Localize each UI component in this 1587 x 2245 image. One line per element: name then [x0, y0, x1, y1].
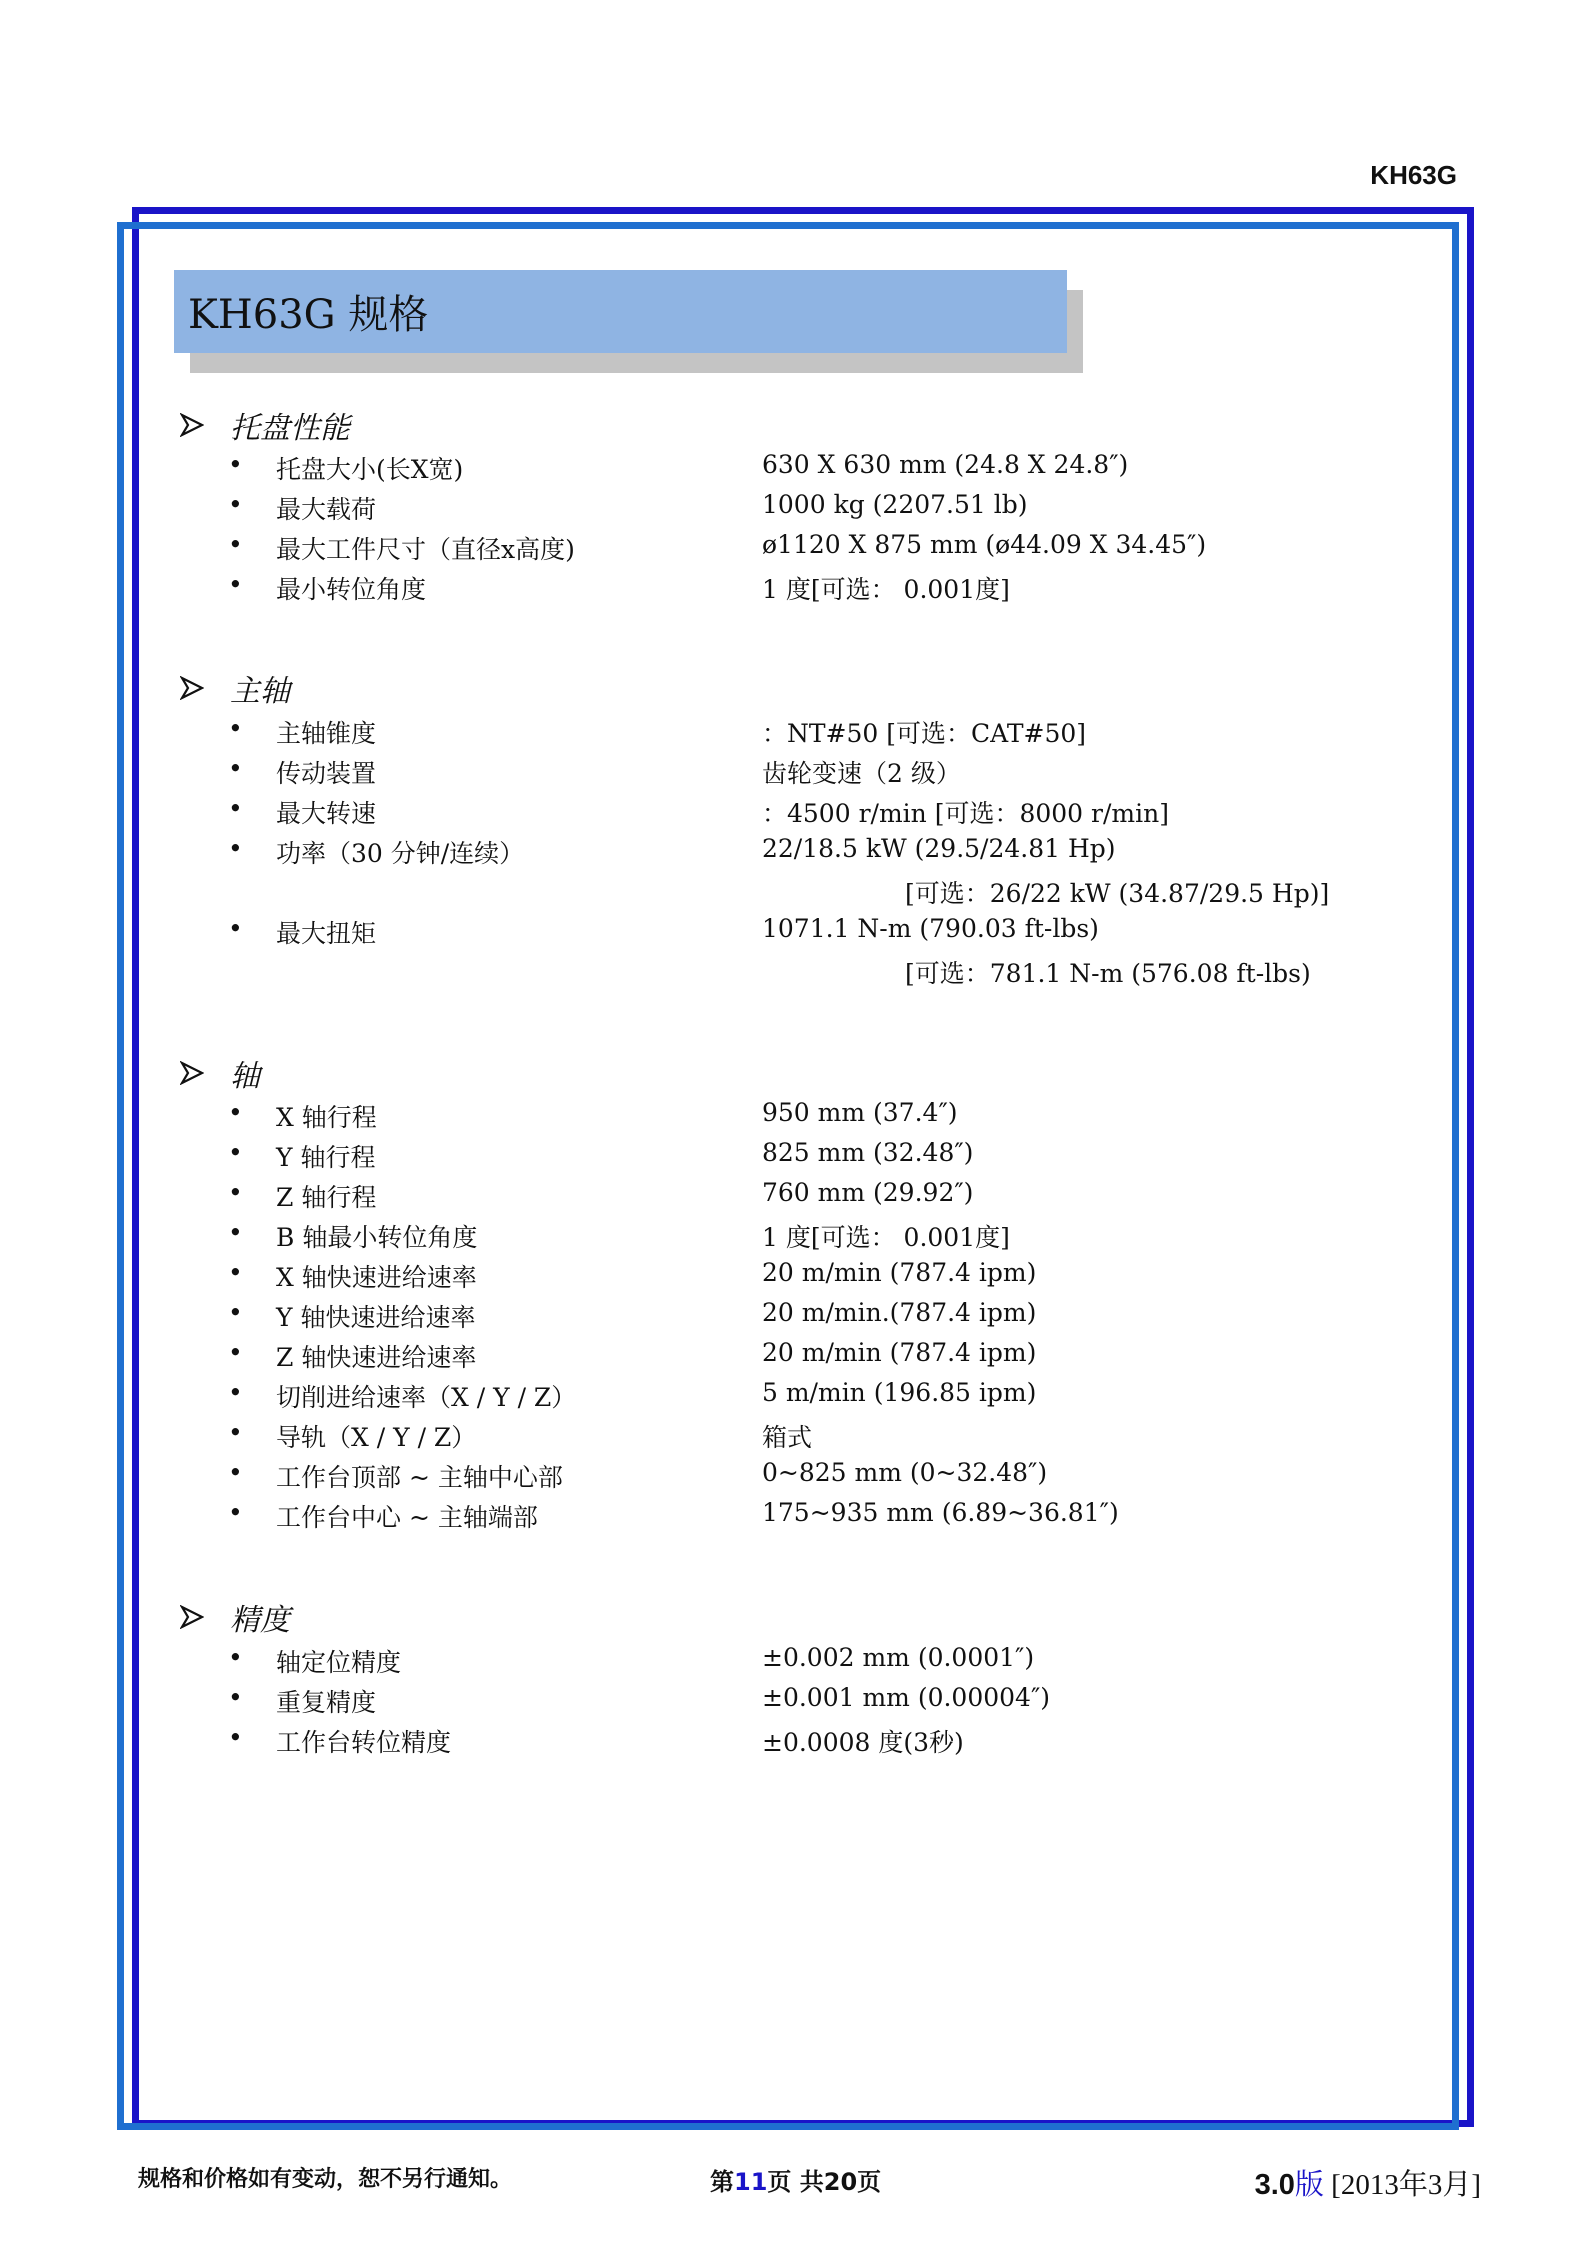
- spec-value: 175~935 mm (6.89~36.81″): [762, 1498, 1119, 1527]
- spec-row: [0, 794, 1587, 830]
- spec-row: [0, 1218, 1587, 1254]
- spec-row: [0, 530, 1587, 566]
- spec-label: X 轴行程: [276, 1103, 377, 1132]
- spec-value: 950 mm (37.4″): [762, 1098, 958, 1127]
- spec-row-continued: [0, 874, 1587, 910]
- spec-label: Y 轴快速进给速率: [276, 1303, 476, 1332]
- bullet-icon: •: [228, 754, 243, 783]
- version-char: 版: [1294, 2169, 1324, 2201]
- spec-value: 箱式: [762, 1423, 813, 1452]
- page-number: [710, 2162, 881, 2197]
- spec-value: 1 度[可选： 0.001度]: [762, 1223, 1010, 1252]
- section-heading-pallet: [180, 405, 350, 445]
- bullet-icon: •: [228, 1683, 243, 1712]
- bullet-icon: •: [228, 570, 243, 599]
- section-heading-axes: [180, 1053, 260, 1093]
- spec-label: Z 轴行程: [276, 1183, 377, 1212]
- arrow-bullet-icon: [180, 1605, 204, 1629]
- current-page: 11: [734, 2168, 768, 2196]
- bullet-icon: •: [228, 1298, 243, 1327]
- model-tag: KH63G: [1370, 160, 1457, 190]
- spec-row: [0, 1378, 1587, 1414]
- spec-row: [0, 914, 1587, 950]
- spec-value: 20 m/min.(787.4 ipm): [762, 1298, 1037, 1327]
- spec-value: 1071.1 N-m (790.03 ft-lbs): [762, 914, 1099, 943]
- spec-value-option: [可选：26/22 kW (34.87/29.5 Hp)]: [905, 879, 1330, 908]
- page-suffix: 页: [857, 2168, 882, 2196]
- bullet-icon: •: [228, 1098, 243, 1127]
- spec-label: 导轨（X / Y / Z）: [276, 1423, 477, 1452]
- spec-label: 重复精度: [276, 1688, 377, 1717]
- version-info: [1255, 2162, 1481, 2203]
- arrow-bullet-icon: [180, 413, 204, 437]
- spec-row: [0, 1683, 1587, 1719]
- bullet-icon: •: [228, 794, 243, 823]
- spec-row: [0, 1178, 1587, 1214]
- bullet-icon: •: [228, 490, 243, 519]
- section-heading-accuracy: [180, 1597, 290, 1637]
- spec-row: [0, 754, 1587, 790]
- bullet-icon: •: [228, 1138, 243, 1167]
- spec-value: ±0.001 mm (0.00004″): [762, 1683, 1051, 1712]
- bullet-icon: •: [228, 914, 243, 943]
- spec-row: [0, 1138, 1587, 1174]
- spec-label: 工作台转位精度: [276, 1728, 452, 1757]
- bullet-icon: •: [228, 1258, 243, 1287]
- spec-row: [0, 1338, 1587, 1374]
- page-title: KH63G 规格: [174, 270, 1067, 353]
- bullet-icon: •: [228, 1338, 243, 1367]
- spec-value: 1000 kg (2207.51 lb): [762, 490, 1028, 519]
- page-mid: 页 共: [767, 2168, 824, 2196]
- bullet-icon: •: [228, 1643, 243, 1672]
- spec-row: [0, 1458, 1587, 1494]
- spec-label: 最大扭矩: [276, 919, 377, 948]
- spec-value: 630 X 630 mm (24.8 X 24.8″): [762, 450, 1129, 479]
- spec-label: 托盘大小(长X宽): [276, 455, 464, 484]
- spec-value-option: [可选：781.1 N-m (576.08 ft-lbs): [905, 959, 1311, 988]
- spec-row: [0, 1418, 1587, 1454]
- bullet-icon: •: [228, 1378, 243, 1407]
- spec-row: [0, 490, 1587, 526]
- bullet-icon: •: [228, 450, 243, 479]
- bullet-icon: •: [228, 1458, 243, 1487]
- bullet-icon: •: [228, 1418, 243, 1447]
- spec-value: ±0.0008 度(3秒): [762, 1728, 964, 1757]
- bullet-icon: •: [228, 714, 243, 743]
- arrow-bullet-icon: [180, 1061, 204, 1085]
- spec-row: [0, 450, 1587, 486]
- arrow-bullet-icon: [180, 676, 204, 700]
- spec-value: 1 度[可选： 0.001度]: [762, 575, 1010, 604]
- total-pages: 20: [823, 2168, 858, 2196]
- spec-row: [0, 1498, 1587, 1534]
- bullet-icon: •: [228, 1723, 243, 1752]
- spec-value: 齿轮变速（2 级）: [762, 759, 961, 788]
- spec-label: 主轴锥度: [276, 719, 377, 748]
- spec-label: 功率（30 分钟/连续）: [276, 839, 525, 868]
- spec-row: [0, 1098, 1587, 1134]
- bullet-icon: •: [228, 1498, 243, 1527]
- bullet-icon: •: [228, 834, 243, 863]
- spec-label: 轴定位精度: [276, 1648, 402, 1677]
- spec-value: 20 m/min (787.4 ipm): [762, 1338, 1037, 1367]
- section-heading-text: 主轴: [230, 674, 290, 709]
- spec-row: [0, 1643, 1587, 1679]
- spec-label: 工作台中心 ~ 主轴端部: [276, 1503, 538, 1532]
- spec-value: ：NT#50 [可选：CAT#50]: [762, 719, 1087, 748]
- spec-row: [0, 1723, 1587, 1759]
- spec-label: X 轴快速进给速率: [276, 1263, 477, 1292]
- spec-value: ø1120 X 875 mm (ø44.09 X 34.45″): [762, 530, 1207, 559]
- spec-label: Y 轴行程: [276, 1143, 376, 1172]
- spec-row: [0, 714, 1587, 750]
- version-number: 3.0: [1254, 2169, 1295, 2201]
- spec-label: 最大转速: [276, 799, 377, 828]
- bullet-icon: •: [228, 1178, 243, 1207]
- section-heading-text: 托盘性能: [230, 411, 350, 446]
- bullet-icon: •: [228, 530, 243, 559]
- spec-label: 最大工件尺寸（直径x高度): [276, 535, 575, 564]
- footer-disclaimer: 规格和价格如有变动，恕不另行通知。: [138, 2167, 513, 2192]
- section-heading-text: 轴: [230, 1059, 260, 1094]
- spec-label: 切削进给速率（X / Y / Z）: [276, 1383, 577, 1412]
- spec-value: 20 m/min (787.4 ipm): [762, 1258, 1037, 1287]
- spec-value: 825 mm (32.48″): [762, 1138, 974, 1167]
- spec-label: 传动装置: [276, 759, 377, 788]
- spec-value: 22/18.5 kW (29.5/24.81 Hp): [762, 834, 1116, 863]
- version-date: [2013年3月]: [1331, 2169, 1481, 2201]
- spec-value: ：4500 r/min [可选：8000 r/min]: [762, 799, 1169, 828]
- spec-label: Z 轴快速进给速率: [276, 1343, 477, 1372]
- spec-label: 工作台顶部 ~ 主轴中心部: [276, 1463, 563, 1492]
- spec-row: [0, 570, 1587, 606]
- bullet-icon: •: [228, 1218, 243, 1247]
- spec-row-continued: [0, 954, 1587, 990]
- spec-row: [0, 834, 1587, 870]
- spec-value: 760 mm (29.92″): [762, 1178, 974, 1207]
- spec-label: B 轴最小转位角度: [276, 1223, 478, 1252]
- spec-value: 0~825 mm (0~32.48″): [762, 1458, 1048, 1487]
- section-heading-text: 精度: [230, 1603, 290, 1638]
- spec-row: [0, 1298, 1587, 1334]
- spec-label: 最小转位角度: [276, 575, 427, 604]
- section-heading-spindle: [180, 668, 290, 708]
- spec-value: ±0.002 mm (0.0001″): [762, 1643, 1035, 1672]
- spec-row: [0, 1258, 1587, 1294]
- page-prefix: 第: [710, 2168, 734, 2196]
- spec-value: 5 m/min (196.85 ipm): [762, 1378, 1037, 1407]
- spec-label: 最大载荷: [276, 495, 377, 524]
